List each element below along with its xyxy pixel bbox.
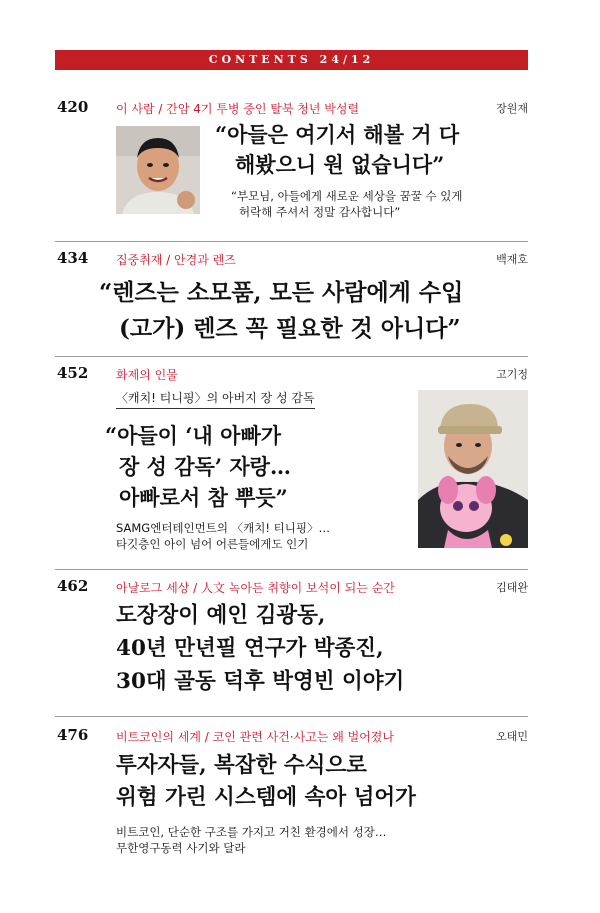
- divider: [55, 716, 528, 717]
- headline-line: 장 성 감독’ 자랑…: [119, 454, 291, 479]
- headline-line: 40년 만년필 연구가 박종진,: [116, 636, 384, 661]
- divider: [55, 569, 528, 570]
- author-name: 김태완: [496, 581, 528, 594]
- contents-entry[interactable]: [55, 98, 528, 233]
- section-label: 이 사람 / 간암 4기 투병 중인 탈북 청년 박성렬: [116, 102, 360, 116]
- headline: [105, 420, 291, 513]
- headline: [116, 750, 416, 814]
- contents-entry[interactable]: [55, 577, 528, 707]
- subheading: [116, 520, 330, 552]
- subheading-line: “부모님, 아들에게 새로운 세상을 꿈꿀 수 있게: [231, 189, 463, 203]
- divider: [55, 241, 528, 242]
- subheading: [231, 188, 463, 220]
- headline-line: “아들은 여기서 해볼 거 다: [215, 122, 460, 147]
- contents-entry[interactable]: [55, 249, 528, 349]
- headline-line: 투자자들, 복잡한 수식으로: [116, 753, 367, 778]
- headline: [99, 275, 463, 347]
- headline-line: 도장장이 예인 김광동,: [116, 603, 326, 628]
- subheading: [116, 824, 386, 856]
- portrait-photo: [116, 126, 200, 214]
- divider: [55, 356, 528, 357]
- headline-line: (고가) 렌즈 꼭 필요한 것 아니다”: [119, 315, 461, 342]
- author-name: 오태민: [496, 730, 528, 743]
- headline-line: 아빠로서 참 뿌듯”: [119, 485, 288, 510]
- kicker: 〈캐치! 티니핑〉의 아버지 장 성 감독: [116, 390, 315, 409]
- headline: [116, 599, 404, 698]
- section-label: 비트코인의 세계 / 코인 관련 사건·사고는 왜 벌어졌나: [116, 730, 394, 744]
- section-label: 아날로그 세상 / 人文 녹아든 취향이 보석이 되는 순간: [116, 581, 395, 595]
- page-number: 462: [57, 577, 89, 595]
- headline: [215, 120, 459, 180]
- subheading-line: 허락해 주셔서 정말 감사합니다”: [239, 205, 401, 219]
- subheading-line: 무한영구동력 사기와 달라: [116, 841, 246, 855]
- page-number: 452: [57, 364, 89, 382]
- headline-line: 30대 골동 덕후 박영빈 이야기: [116, 669, 405, 694]
- page-number: 420: [57, 98, 89, 116]
- subheading-line: SAMG엔터테인먼트의 〈캐치! 티니핑〉…: [116, 521, 330, 535]
- page-number: 476: [57, 726, 89, 744]
- subheading-line: 비트코인, 단순한 구조를 가지고 거친 환경에서 성장…: [116, 825, 387, 839]
- headline-line: 위험 가린 시스템에 속아 넘어가: [116, 785, 416, 810]
- section-label: 집중취재 / 안경과 렌즈: [116, 253, 236, 267]
- headline-line: 해봤으니 원 없습니다”: [235, 152, 445, 177]
- page-number: 434: [57, 249, 89, 267]
- director-photo: [418, 390, 528, 548]
- section-label: 화제의 인물: [116, 368, 178, 382]
- subheading-line: 타깃층인 아이 넘어 어른들에게도 인기: [116, 537, 309, 551]
- author-name: 고기정: [496, 368, 528, 381]
- headline-line: “아들이 ‘내 아빠가: [105, 423, 282, 448]
- contents-entry[interactable]: [55, 726, 528, 876]
- headline-line: “렌즈는 소모품, 모든 사람에게 수입: [99, 279, 464, 306]
- author-name: 백재호: [496, 253, 528, 266]
- contents-entry[interactable]: [55, 364, 528, 564]
- author-name: 장원재: [496, 102, 528, 115]
- contents-banner: CONTENTS 24/12: [55, 50, 528, 70]
